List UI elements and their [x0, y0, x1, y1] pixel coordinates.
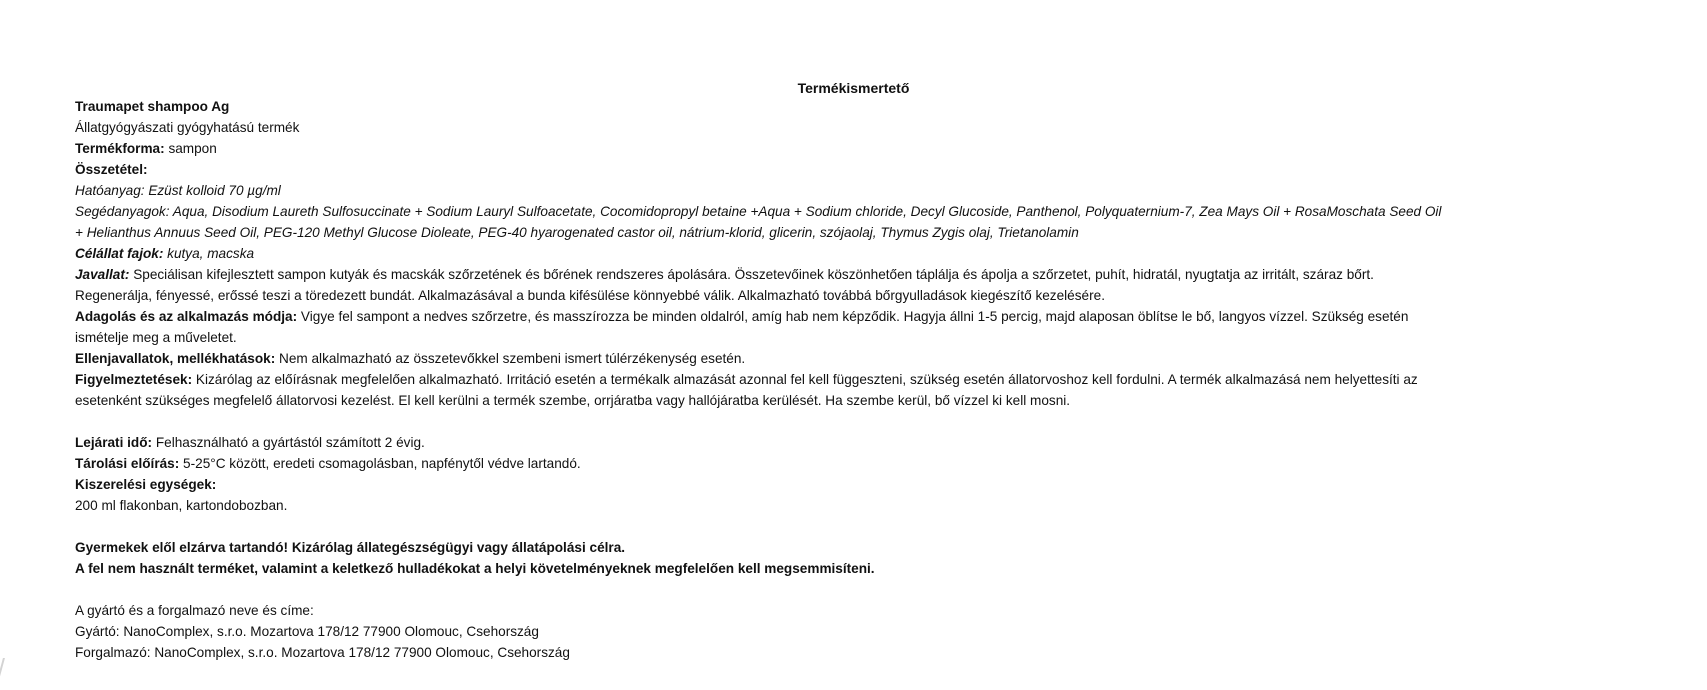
- active-ingredient-value: Ezüst kolloid 70 µg/ml: [148, 183, 281, 198]
- warnings-line-1: [75, 369, 1665, 390]
- contraindications: [75, 348, 1665, 369]
- maker-heading: A gyártó és a forgalmazó neve és címe:: [75, 603, 314, 618]
- manufacturer: Gyártó: NanoComplex, s.r.o. Mozartova 178/12 77900 Olomouc, Csehország: [75, 624, 539, 639]
- product-form-value: sampon: [168, 141, 217, 156]
- composition-heading: Összetétel:: [75, 162, 148, 177]
- target-animals-value: kutya, macska: [167, 246, 255, 261]
- dosage-value-1: Vigye fel sampont a nedves szőrzetre, és masszírozza be minden oldalról, amíg hab nem képződik. Hagyja állni 1-5 percig, majd alaposan öblítse le bő, langyos vízzel. Szükség esetén: [300, 309, 1409, 324]
- indication-line-2: Regenerálja, fényessé, erőssé teszi a töredezett bundát. Alkalmazásával a bunda kifésülése könnyebbé válik. Alkalmazható továbbá bőrgyulladások kiegészítő kezelésére.: [75, 288, 1105, 303]
- warnings-line-2: esetenként szükséges megfelelő állatorvosi kezelést. El kell kerülni a termék szembe, orrjáratba vagy hallójáratba kerülését. Ha szembe kerül, bő vízzel ki kell mosni.: [75, 393, 1071, 408]
- scan-edge-mark: [0, 658, 17, 680]
- product-name: Traumapet shampoo Ag: [75, 99, 230, 114]
- target-animals: [75, 243, 1665, 264]
- warnings-value-1: Kizárólag az előírásnak megfelelően alkalmazható. Irritáció esetén a termékalk almazását azonnal fel kell függeszteni, szükség esetén állatorvoshoz kell fordulni. A termék alkalmazásá nem helyettesíti az: [195, 372, 1418, 387]
- packaging-label: Kiszerelési egységek:: [75, 477, 217, 492]
- safety-line-2: A fel nem használt terméket, valamint a keletkező hulladékokat a helyi követelményeknek megfelelően kell megsemmisíteni.: [75, 561, 875, 576]
- distributor: Forgalmazó: NanoComplex, s.r.o. Mozartova 178/12 77900 Olomouc, Csehország: [75, 645, 570, 660]
- excipients-label: Segédanyagok:: [75, 204, 170, 219]
- excipients-line-2: + Helianthus Annuus Seed Oil, PEG-120 Methyl Glucose Dioleate, PEG-40 hyarogenated castor oil, nátrium-klorid, glicerin, szójaolaj, Thymus Zygis olaj, Trietanolamin: [75, 225, 1079, 240]
- active-ingredient-label: Hatóanyag:: [75, 183, 145, 198]
- storage-label: Tárolási előírás:: [75, 456, 180, 471]
- expiry: [75, 432, 1665, 453]
- spacer: [75, 579, 1665, 600]
- spacer: [75, 516, 1665, 537]
- product-type: Állatgyógyászati gyógyhatású termék: [75, 120, 300, 135]
- storage: [75, 453, 1665, 474]
- expiry-value: Felhasználható a gyártástól számított 2 évig.: [155, 435, 425, 450]
- safety-line-1: Gyermekek elől elzárva tartandó! Kizárólag állategészségügyi vagy állatápolási célra.: [75, 540, 626, 555]
- warnings-label: Figyelmeztetések:: [75, 372, 193, 387]
- dosage-line-1: [75, 306, 1665, 327]
- active-ingredient: [75, 180, 1665, 201]
- expiry-label: Lejárati idő:: [75, 435, 153, 450]
- dosage-label: Adagolás és az alkalmazás módja:: [75, 309, 298, 324]
- contraindications-value: Nem alkalmazható az összetevőkkel szembeni ismert túlérzékenység esetén.: [279, 351, 746, 366]
- indication-label: Javallat:: [75, 267, 130, 282]
- product-form: [75, 138, 1665, 159]
- excipients-value-1: Aqua, Disodium Laureth Sulfosuccinate + Sodium Lauryl Sulfoacetate, Cocomidopropyl betaine +Aqua + Sodium chloride, Decyl Glucoside, Panthenol, Polyquaternium-7, Zea Mays Oil + RosaMoschata Seed Oil: [172, 204, 1442, 219]
- product-form-label: Termékforma:: [75, 141, 165, 156]
- indication-line-1: [75, 264, 1665, 285]
- storage-value: 5-25°C között, eredeti csomagolásban, napfénytől védve lartandó.: [183, 456, 581, 471]
- dosage-line-2: ismételje meg a műveletet.: [75, 330, 237, 345]
- target-animals-label: Célállat fajok:: [75, 246, 164, 261]
- indication-value-1: Speciálisan kifejlesztett sampon kutyák és macskák szőrzetének és bőrének rendszeres ápolására. Összetevőinek köszönhetően táplálja és ápolja a szőrzetet, puhít, hidratál, nyugtatja az irritált, száraz bőrt.: [133, 267, 1374, 282]
- document-title: Termékismertető: [797, 80, 910, 96]
- contraindications-label: Ellenjavallatok, mellékhatások:: [75, 351, 276, 366]
- spacer: [75, 411, 1665, 432]
- product-info-block: [75, 96, 1665, 663]
- excipients-line-1: [75, 201, 1665, 222]
- packaging-value: 200 ml flakonban, kartondobozban.: [75, 498, 288, 513]
